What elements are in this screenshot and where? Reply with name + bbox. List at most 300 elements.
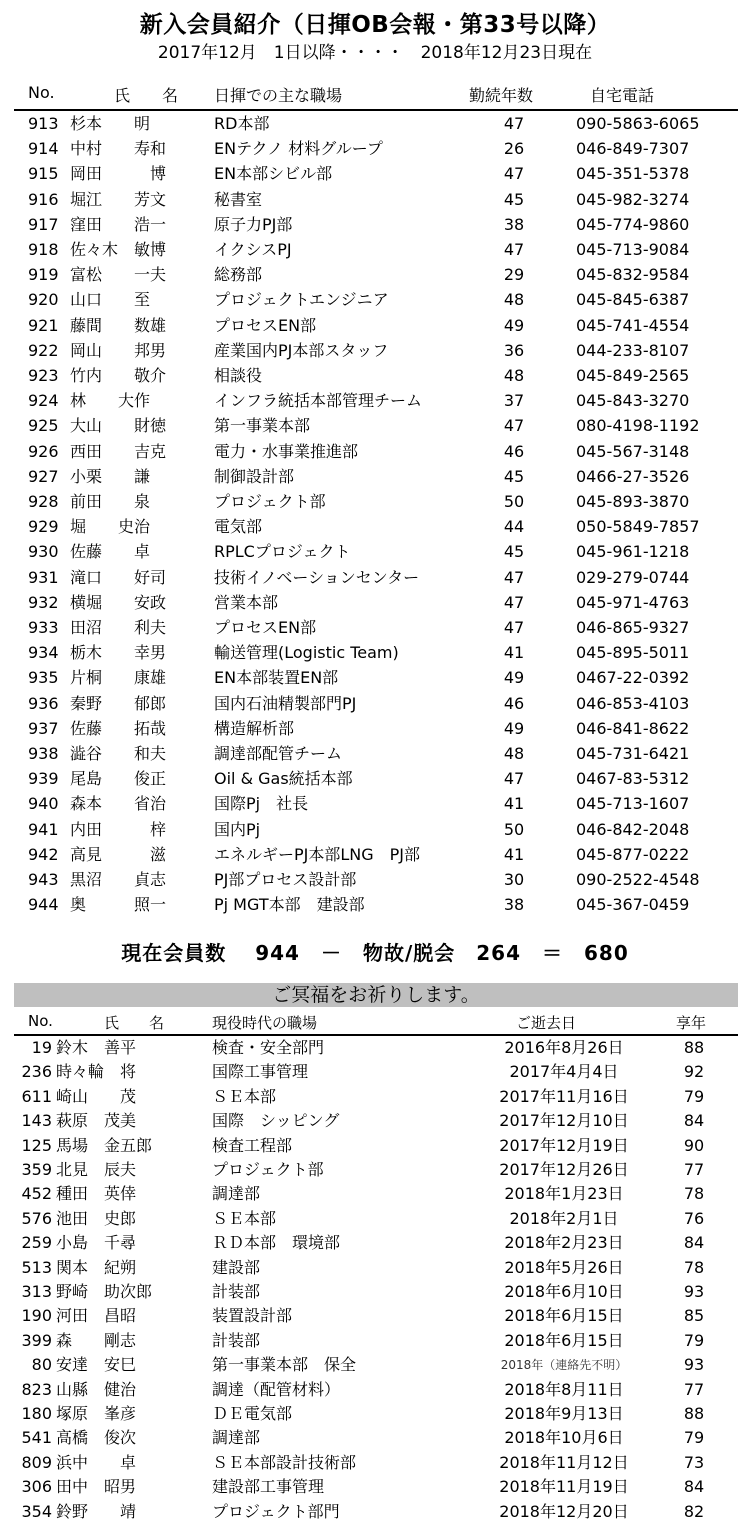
memorial-age: 92 — [683, 1062, 705, 1082]
member-no: 916 — [28, 189, 59, 209]
memorial-name: 安達 安巳 — [56, 1355, 137, 1375]
member-years: 45 — [503, 542, 525, 562]
member-phone: 045-367-0459 — [576, 895, 690, 915]
member-name: 岡山 邦男 — [70, 340, 167, 360]
table-row — [14, 590, 738, 615]
member-name: 堀江 芳文 — [70, 189, 167, 209]
memorial-date: 2018年11月19日 — [499, 1477, 629, 1497]
memorial-date: 2017年11月16日 — [499, 1086, 629, 1106]
member-workplace: PJ部プロセス設計部 — [214, 870, 357, 889]
member-workplace: プロジェクトエンジニア — [214, 290, 389, 310]
member-years: 50 — [503, 492, 525, 511]
memorial-date: 2018年8月11日 — [504, 1379, 624, 1399]
member-name: 岡田 博 — [70, 164, 167, 184]
member-years: 26 — [503, 139, 525, 159]
memorial-name: 野崎 助次郎 — [56, 1282, 153, 1301]
table-row — [14, 338, 738, 363]
table-row — [14, 691, 738, 716]
table-row — [14, 640, 738, 665]
memorial-header-no: No. — [28, 1012, 53, 1030]
memorial-age: 93 — [683, 1355, 705, 1375]
table-row — [14, 212, 738, 237]
member-phone: 0467-83-5312 — [576, 769, 690, 789]
memorial-no: 513 — [21, 1257, 52, 1277]
memorial-header-age: 享年 — [676, 1014, 707, 1032]
memorial-age: 73 — [683, 1452, 705, 1472]
memorial-row — [14, 1060, 738, 1084]
memorial-age: 78 — [683, 1184, 705, 1204]
member-workplace: イクシスPJ — [214, 240, 292, 259]
memorial-age: 88 — [683, 1404, 705, 1423]
memorial-workplace: 検査工程部 — [212, 1135, 293, 1155]
table-row — [14, 817, 738, 842]
member-no: 920 — [28, 290, 59, 310]
member-phone: 045-731-6421 — [576, 744, 690, 763]
member-no: 918 — [28, 240, 59, 259]
member-years: 47 — [503, 240, 525, 259]
member-name: 横堀 安政 — [70, 592, 167, 612]
member-workplace: 相談役 — [214, 366, 263, 385]
memorial-no: 19 — [31, 1038, 52, 1057]
memorial-row — [14, 1085, 738, 1109]
member-name: 尾島 俊正 — [70, 769, 167, 789]
memorial-row — [14, 1500, 738, 1524]
memorial-name: 馬場 金五郎 — [56, 1135, 153, 1155]
memorial-no: 399 — [21, 1330, 52, 1350]
memorial-date: 2018年6月15日 — [504, 1330, 624, 1350]
table-row — [14, 489, 738, 514]
memorial-workplace: 調達（配管材料） — [212, 1379, 341, 1399]
memorial-workplace: プロジェクト部 — [212, 1160, 324, 1179]
member-name: 堀 史治 — [70, 517, 151, 537]
memorial-date: 2018年（連絡先不明） — [500, 1358, 628, 1373]
table-row — [14, 766, 738, 791]
memorial-workplace: 装置設計部 — [212, 1306, 293, 1326]
memorial-row — [14, 1231, 738, 1255]
table-row — [14, 111, 738, 136]
member-workplace: 国際Pj 社長 — [214, 794, 309, 814]
member-name: 奥 照一 — [70, 895, 167, 915]
memorial-workplace: ＳＥ本部設計技術部 — [212, 1452, 357, 1472]
member-years: 47 — [503, 114, 525, 133]
memorial-no: 80 — [31, 1355, 52, 1375]
table-row — [14, 565, 738, 590]
member-workplace: プロジェクト部 — [214, 492, 326, 511]
member-phone: 046-865-9327 — [576, 618, 690, 637]
member-no: 942 — [28, 844, 59, 864]
member-phone: 045-895-5011 — [576, 643, 690, 663]
memorial-workplace: 建設部工事管理 — [212, 1477, 325, 1497]
memorial-age: 77 — [683, 1379, 705, 1399]
member-phone: 046-853-4103 — [576, 693, 690, 713]
member-years: 47 — [503, 164, 525, 184]
member-workplace: RPLCプロジェクト — [214, 542, 351, 562]
memorial-workplace: ＳＥ本部 — [212, 1208, 277, 1228]
memorial-name: 塚原 峯彦 — [56, 1404, 137, 1423]
member-years: 45 — [503, 466, 525, 486]
memorial-row — [14, 1353, 738, 1377]
member-no: 914 — [28, 139, 59, 159]
memorial-no: 236 — [21, 1062, 52, 1082]
member-years: 38 — [503, 895, 525, 915]
table-row — [14, 867, 738, 892]
memorial-name: 萩原 茂美 — [56, 1111, 137, 1131]
memorial-date: 2018年6月15日 — [504, 1306, 624, 1326]
memorial-date: 2017年12月26日 — [499, 1160, 629, 1179]
member-no: 930 — [28, 542, 59, 562]
member-phone: 090-5863-6065 — [576, 114, 700, 133]
member-workplace: プロセスEN部 — [214, 315, 317, 335]
memorial-row — [14, 1378, 738, 1402]
member-workplace: インフラ統括本部管理チーム — [214, 391, 423, 411]
memorial-date: 2018年11月12日 — [499, 1452, 629, 1472]
memorial-header-date: ご逝去日 — [516, 1014, 577, 1032]
member-no: 927 — [28, 466, 59, 486]
member-no: 932 — [28, 592, 59, 612]
member-workplace: 構造解析部 — [214, 718, 295, 738]
member-workplace: 技術イノベーションセンター — [214, 567, 420, 587]
table-row — [14, 615, 738, 640]
memorial-row — [14, 1329, 738, 1353]
table-row — [14, 237, 738, 262]
member-no: 944 — [28, 895, 59, 915]
member-years: 49 — [503, 718, 525, 738]
memorial-name: 浜中 卓 — [56, 1452, 137, 1472]
member-phone: 044-233-8107 — [576, 340, 690, 360]
member-phone: 045-713-1607 — [576, 794, 690, 814]
memorial-date: 2018年6月10日 — [504, 1282, 624, 1301]
members-header — [14, 83, 738, 111]
member-name: 山口 至 — [70, 290, 151, 310]
member-name: 滝口 好司 — [70, 567, 167, 587]
member-phone: 045-843-3270 — [576, 391, 690, 411]
member-workplace: EN本部装置EN部 — [214, 668, 339, 688]
memorial-date: 2017年12月10日 — [499, 1111, 629, 1131]
member-no: 922 — [28, 340, 59, 360]
member-phone: 045-961-1218 — [576, 542, 690, 562]
memorial-no: 576 — [21, 1208, 52, 1228]
member-years: 45 — [503, 189, 525, 209]
memorial-name: 種田 英倖 — [56, 1184, 137, 1204]
memorial-workplace: ＤＥ電気部 — [212, 1404, 293, 1423]
member-phone: 045-845-6387 — [576, 290, 690, 310]
memorial-date: 2018年2月1日 — [509, 1208, 619, 1228]
member-phone: 045-877-0222 — [576, 844, 690, 864]
header-phone: 自宅電話 — [590, 86, 655, 105]
memorial-row — [14, 1280, 738, 1304]
member-no: 934 — [28, 643, 59, 663]
memorial-row — [14, 1402, 738, 1426]
member-years: 47 — [503, 567, 525, 587]
memorial-no: 313 — [21, 1282, 52, 1301]
memorial-name: 高橋 俊次 — [56, 1428, 137, 1448]
table-row — [14, 791, 738, 816]
member-phone: 045-982-3274 — [576, 189, 690, 209]
memorial-age: 84 — [683, 1477, 705, 1497]
member-name: 竹内 敬介 — [70, 366, 167, 385]
memorial-header-name: 氏 名 — [104, 1014, 165, 1032]
member-name: 西田 吉克 — [70, 441, 167, 461]
memorial-row — [14, 1475, 738, 1499]
member-years: 47 — [503, 618, 525, 637]
table-row — [14, 388, 738, 413]
memorial-workplace: 国際 シッピング — [212, 1111, 340, 1131]
member-no: 935 — [28, 668, 59, 688]
member-phone: 045-849-2565 — [576, 366, 690, 385]
member-phone: 045-351-5378 — [576, 164, 690, 184]
memorial-row — [14, 1109, 738, 1133]
member-workplace: 輸送管理(Logistic Team) — [214, 643, 399, 663]
member-no: 941 — [28, 819, 59, 839]
memorial-no: 125 — [21, 1135, 52, 1155]
table-row — [14, 187, 738, 212]
member-name: 黒沼 貞志 — [70, 870, 167, 889]
member-phone: 045-774-9860 — [576, 214, 690, 234]
memorial-age: 76 — [683, 1208, 705, 1228]
member-years: 48 — [503, 744, 525, 763]
member-name: 高見 滋 — [70, 844, 167, 864]
table-row — [14, 313, 738, 338]
member-workplace: ENテクノ 材料グループ — [214, 139, 383, 159]
member-workplace: 制御設計部 — [214, 466, 295, 486]
member-phone: 045-567-3148 — [576, 441, 690, 461]
member-name: 杉本 明 — [70, 114, 151, 133]
member-years: 38 — [503, 214, 525, 234]
memorial-age: 82 — [683, 1501, 705, 1521]
header-years: 勤続年数 — [469, 86, 534, 105]
member-no: 936 — [28, 693, 59, 713]
member-no: 933 — [28, 618, 59, 637]
member-no: 937 — [28, 718, 59, 738]
member-workplace: EN本部シビル部 — [214, 164, 333, 184]
member-phone: 045-713-9084 — [576, 240, 690, 259]
memorial-workplace: 計装部 — [212, 1330, 261, 1350]
member-no: 926 — [28, 441, 59, 461]
member-workplace: エネルギーPJ本部LNG PJ部 — [214, 844, 421, 864]
member-phone: 045-741-4554 — [576, 315, 690, 335]
member-years: 46 — [503, 693, 525, 713]
member-name: 林 大作 — [70, 391, 151, 411]
member-years: 41 — [503, 794, 525, 814]
memorial-age: 77 — [683, 1160, 705, 1179]
member-name: 澁谷 和夫 — [70, 744, 167, 763]
memorial-workplace: 第一事業本部 保全 — [212, 1355, 357, 1375]
member-name: 片桐 康雄 — [70, 668, 167, 688]
page-subtitle: 2017年12月 1日以降・・・・ 2018年12月23日現在 — [157, 43, 593, 63]
member-years: 30 — [503, 870, 525, 889]
memorial-no: 359 — [21, 1160, 52, 1179]
memorial-no: 452 — [21, 1184, 52, 1204]
member-years: 49 — [503, 668, 525, 688]
member-years: 37 — [503, 391, 525, 411]
table-row — [14, 514, 738, 539]
member-workplace: RD本部 — [214, 114, 270, 133]
memorial-age: 90 — [683, 1135, 705, 1155]
member-workplace: 調達部配管チーム — [214, 744, 343, 763]
memorial-no: 180 — [21, 1404, 52, 1423]
memorial-age: 88 — [683, 1038, 705, 1057]
memorial-age: 93 — [683, 1282, 705, 1301]
memorial-age: 84 — [683, 1111, 705, 1131]
memorial-no: 259 — [21, 1233, 52, 1253]
memorial-workplace: 調達部 — [212, 1184, 261, 1204]
member-years: 44 — [503, 517, 525, 537]
member-phone: 045-832-9584 — [576, 265, 690, 285]
member-no: 929 — [28, 517, 59, 537]
table-row — [14, 161, 738, 186]
member-workplace: 国内Pj — [214, 819, 261, 839]
memorial-workplace: ＲＤ本部 環境部 — [212, 1233, 341, 1253]
member-years: 36 — [503, 340, 525, 360]
member-no: 943 — [28, 870, 59, 889]
memorial-age: 84 — [683, 1233, 705, 1253]
memorial-no: 354 — [21, 1501, 52, 1521]
member-no: 919 — [28, 265, 59, 285]
member-no: 921 — [28, 315, 59, 335]
memorial-row — [14, 1451, 738, 1475]
member-name: 大山 財徳 — [70, 416, 167, 436]
member-name: 森本 省治 — [70, 794, 167, 814]
header-no: No. — [28, 83, 55, 102]
member-years: 47 — [503, 769, 525, 789]
member-no: 939 — [28, 769, 59, 789]
memorial-row — [14, 1036, 738, 1060]
memorial-workplace: 建設部 — [212, 1257, 261, 1277]
memorial-row — [14, 1182, 738, 1206]
header-workplace: 日揮での主な職場 — [214, 86, 343, 105]
memorial-name: 北見 辰夫 — [56, 1160, 137, 1179]
memorial-age: 79 — [683, 1086, 705, 1106]
memorial-name: 関本 紀朔 — [56, 1257, 137, 1277]
table-row — [14, 363, 738, 388]
memorial-header — [14, 1012, 738, 1036]
memorial-workplace: 検査・安全部門 — [212, 1038, 325, 1057]
member-workplace: 営業本部 — [214, 592, 279, 612]
member-no: 924 — [28, 391, 59, 411]
member-phone: 0467-22-0392 — [576, 668, 690, 688]
member-years: 47 — [503, 592, 525, 612]
table-row — [14, 716, 738, 741]
member-workplace: Oil & Gas統括本部 — [214, 769, 353, 789]
memorial-no: 541 — [21, 1428, 52, 1448]
member-name: 富松 一夫 — [70, 265, 167, 285]
member-name: 佐藤 拓哉 — [70, 718, 167, 738]
memorial-date: 2018年2月23日 — [504, 1233, 624, 1253]
memorial-workplace: 計装部 — [212, 1282, 261, 1301]
memorial-no: 143 — [21, 1111, 52, 1131]
table-row — [14, 287, 738, 312]
member-years: 50 — [503, 819, 525, 839]
memorial-row — [14, 1426, 738, 1450]
memorial-name: 田中 昭男 — [56, 1477, 137, 1497]
member-no: 915 — [28, 164, 59, 184]
memorial-name: 山縣 健治 — [56, 1379, 137, 1399]
member-no: 925 — [28, 416, 59, 436]
memorial-no: 611 — [21, 1086, 52, 1106]
member-name: 田沼 利夫 — [70, 618, 167, 637]
member-phone: 0466-27-3526 — [576, 466, 690, 486]
memorial-date: 2018年1月23日 — [504, 1184, 624, 1204]
page-title: 新入会員紹介（日揮OB会報・第33号以降） — [139, 12, 611, 38]
table-row — [14, 136, 738, 161]
member-workplace: 電力・水事業推進部 — [214, 441, 359, 461]
memorial-no: 809 — [21, 1452, 52, 1472]
member-name: 中村 寿和 — [70, 139, 167, 159]
member-years: 48 — [503, 366, 525, 385]
memorial-name: 時々輪 将 — [56, 1062, 137, 1082]
member-workplace: 総務部 — [214, 265, 263, 285]
member-years: 41 — [503, 844, 525, 864]
member-name: 内田 梓 — [70, 819, 167, 839]
member-phone: 046-842-2048 — [576, 819, 690, 839]
memorial-banner: ご冥福をお祈りします。 — [14, 983, 738, 1007]
memorial-row — [14, 1158, 738, 1182]
member-name: 小栗 謙 — [70, 466, 151, 486]
memorial-no: 190 — [21, 1306, 52, 1326]
memorial-date: 2018年5月26日 — [504, 1257, 624, 1277]
member-no: 913 — [28, 114, 59, 133]
memorial-no: 306 — [21, 1477, 52, 1497]
member-workplace: 産業国内PJ本部スタッフ — [214, 340, 389, 360]
member-phone: 045-893-3870 — [576, 492, 690, 511]
memorial-date: 2018年12月20日 — [499, 1501, 629, 1521]
member-no: 931 — [28, 567, 59, 587]
memorial-workplace: 国際工事管理 — [212, 1062, 309, 1082]
member-phone: 050-5849-7857 — [576, 517, 700, 537]
memorial-date: 2017年12月19日 — [499, 1135, 629, 1155]
table-row — [14, 413, 738, 438]
member-years: 46 — [503, 441, 525, 461]
memorial-no: 823 — [21, 1379, 52, 1399]
member-workplace: Pj MGT本部 建設部 — [214, 895, 365, 915]
memorial-name: 鈴野 靖 — [56, 1501, 137, 1521]
memorial-age: 85 — [683, 1306, 705, 1326]
memorial-date: 2018年10月6日 — [504, 1428, 624, 1448]
total-line: 現在会員数 944 － 物故/脱会 264 ＝ 680 — [121, 941, 629, 965]
member-phone: 090-2522-4548 — [576, 870, 700, 889]
memorial-age: 78 — [683, 1257, 705, 1277]
memorial-name: 森 剛志 — [56, 1330, 137, 1350]
memorial-header-workplace: 現役時代の職場 — [212, 1014, 318, 1032]
memorial-row — [14, 1304, 738, 1328]
memorial-date: 2017年4月4日 — [509, 1062, 619, 1082]
memorial-name: 崎山 茂 — [56, 1086, 137, 1106]
member-name: 秦野 郁郎 — [70, 693, 167, 713]
member-name: 佐藤 卓 — [70, 542, 151, 562]
memorial-workplace: プロジェクト部門 — [212, 1501, 340, 1521]
table-row — [14, 665, 738, 690]
member-no: 940 — [28, 794, 59, 814]
member-phone: 045-971-4763 — [576, 592, 690, 612]
member-no: 917 — [28, 214, 59, 234]
member-no: 938 — [28, 744, 59, 763]
memorial-workplace: ＳＥ本部 — [212, 1086, 277, 1106]
memorial-date: 2018年9月13日 — [504, 1404, 624, 1423]
memorial-name: 小島 千尋 — [56, 1233, 137, 1253]
member-no: 928 — [28, 492, 59, 511]
member-name: 窪田 浩一 — [70, 214, 167, 234]
table-row — [14, 262, 738, 287]
member-name: 栃木 幸男 — [70, 643, 167, 663]
member-years: 41 — [503, 643, 525, 663]
memorial-name: 池田 史郎 — [56, 1208, 137, 1228]
member-phone: 080-4198-1192 — [576, 416, 700, 436]
memorial-row — [14, 1134, 738, 1158]
member-years: 49 — [503, 315, 525, 335]
memorial-row — [14, 1207, 738, 1231]
memorial-name: 河田 昌昭 — [56, 1306, 137, 1326]
member-name: 佐々木 敏博 — [70, 240, 167, 259]
